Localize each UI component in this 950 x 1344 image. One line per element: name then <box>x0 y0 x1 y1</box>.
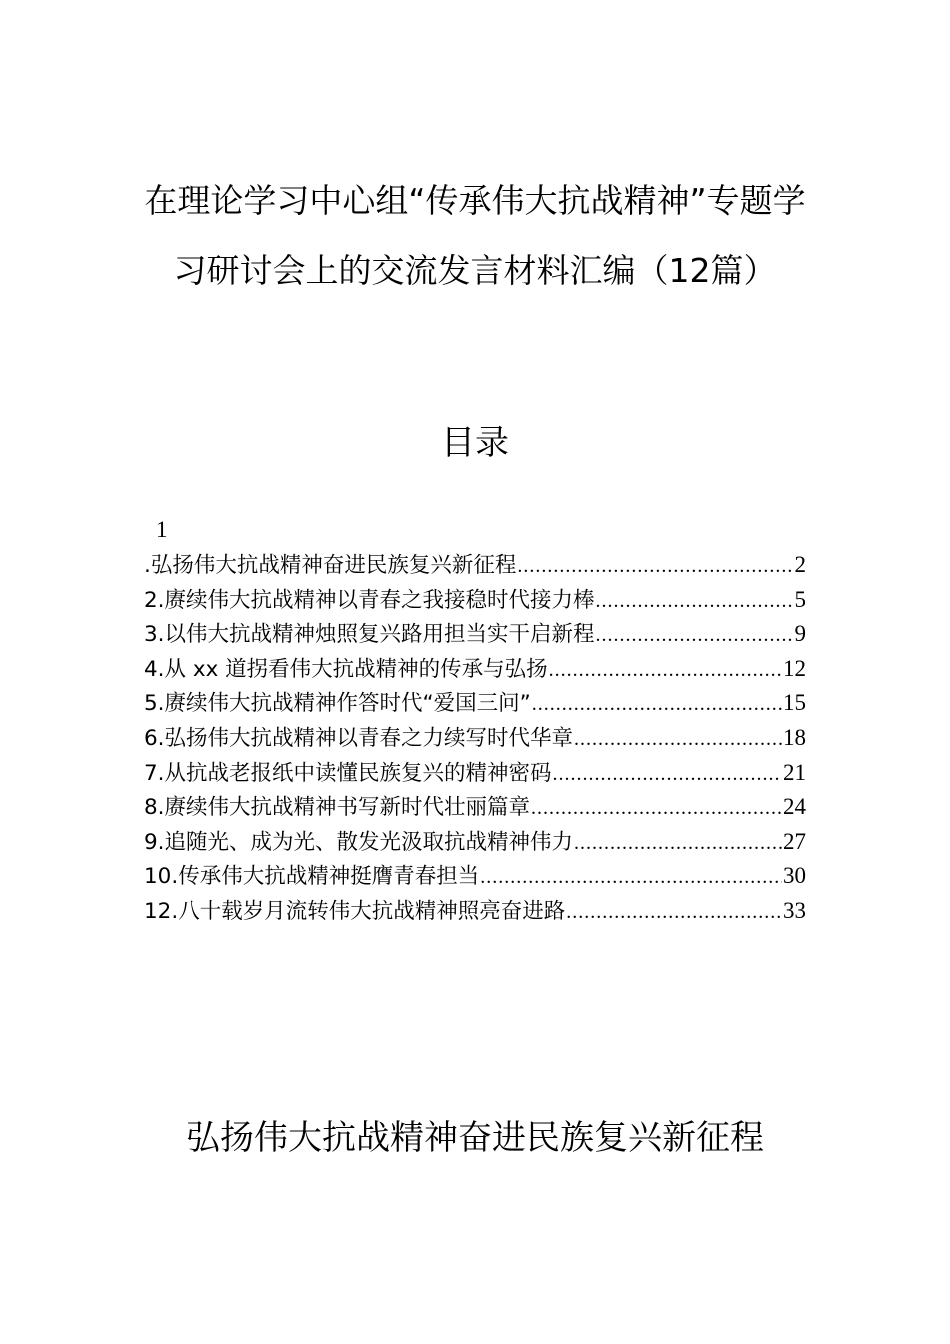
toc-dot-leader <box>574 832 782 855</box>
toc-entry-page: 2 <box>794 552 806 577</box>
toc-entry-title: .弘扬伟大抗战精神奋进民族复兴新征程 <box>144 553 517 578</box>
toc-entry-page: 5 <box>794 586 806 612</box>
toc-dot-leader <box>480 866 782 889</box>
toc-dot-leader <box>574 728 782 751</box>
toc-entry-page: 24 <box>783 794 806 820</box>
toc-dot-leader <box>566 901 782 924</box>
toc-entry-page: 27 <box>783 828 806 854</box>
toc-entry-title: 2.赓续伟大抗战精神以青春之我接稳时代接力棒 <box>144 587 595 613</box>
toc-entry-title: 4.从 xx 道拐看伟大抗战精神的传承与弘扬 <box>144 656 548 682</box>
toc-dot-leader <box>596 624 794 647</box>
toc-entry[interactable] <box>144 790 806 825</box>
toc-dot-leader <box>596 590 794 613</box>
toc-entry[interactable] <box>144 686 806 721</box>
toc-dot-leader <box>549 659 782 682</box>
toc-dot-leader <box>531 797 782 820</box>
toc-entry[interactable] <box>144 825 806 860</box>
toc-entry-title: 6.弘扬伟大抗战精神以青春之力续写时代华章 <box>144 725 574 751</box>
toc-entry[interactable] <box>144 721 806 756</box>
toc-dot-leader <box>532 693 782 716</box>
toc-heading: 目录 <box>441 423 509 463</box>
toc-entry[interactable] <box>144 548 806 583</box>
toc-entry-title: 5.赓续伟大抗战精神作答时代“爱国三问” <box>144 691 531 717</box>
toc-entry[interactable] <box>144 583 806 618</box>
toc-dot-leader <box>553 763 782 786</box>
toc-entry-page: 12 <box>783 655 806 681</box>
toc-entry-title: 12.八十载岁月流转伟大抗战精神照亮奋进路 <box>144 898 566 924</box>
toc-entry-page: 15 <box>783 690 806 716</box>
toc-entry-page: 18 <box>783 724 806 750</box>
toc-entry-page: 30 <box>783 863 806 889</box>
toc-entry-page: 21 <box>783 759 806 785</box>
toc-entry[interactable] <box>144 894 806 929</box>
toc-entry-page: 33 <box>783 897 806 923</box>
toc-item-number: 1 <box>156 517 168 542</box>
document-title: 在理论学习中心组“传承伟大抗战精神”专题学习研讨会上的交流发言材料汇编（12篇） <box>144 181 806 290</box>
toc-dot-leader <box>517 555 793 578</box>
toc-entry-title: 9.追随光、成为光、散发光汲取抗战精神伟力 <box>144 829 574 855</box>
toc-entry[interactable] <box>144 756 806 791</box>
section-heading: 弘扬伟大抗战精神奋进民族复兴新征程 <box>186 1118 764 1158</box>
toc-entry-title: 10.传承伟大抗战精神挺膺青春担当 <box>144 864 480 890</box>
toc-entry-title: 8.赓续伟大抗战精神书写新时代壮丽篇章 <box>144 795 531 821</box>
toc-entry[interactable] <box>144 617 806 652</box>
toc-entry-title: 7.从抗战老报纸中读懂民族复兴的精神密码 <box>144 760 552 786</box>
toc-entry[interactable] <box>144 652 806 687</box>
toc-entry-page: 9 <box>794 621 806 647</box>
toc-entry[interactable] <box>144 859 806 894</box>
table-of-contents <box>144 548 806 929</box>
toc-entry-title: 3.以伟大抗战精神烛照复兴路用担当实干启新程 <box>144 622 595 648</box>
